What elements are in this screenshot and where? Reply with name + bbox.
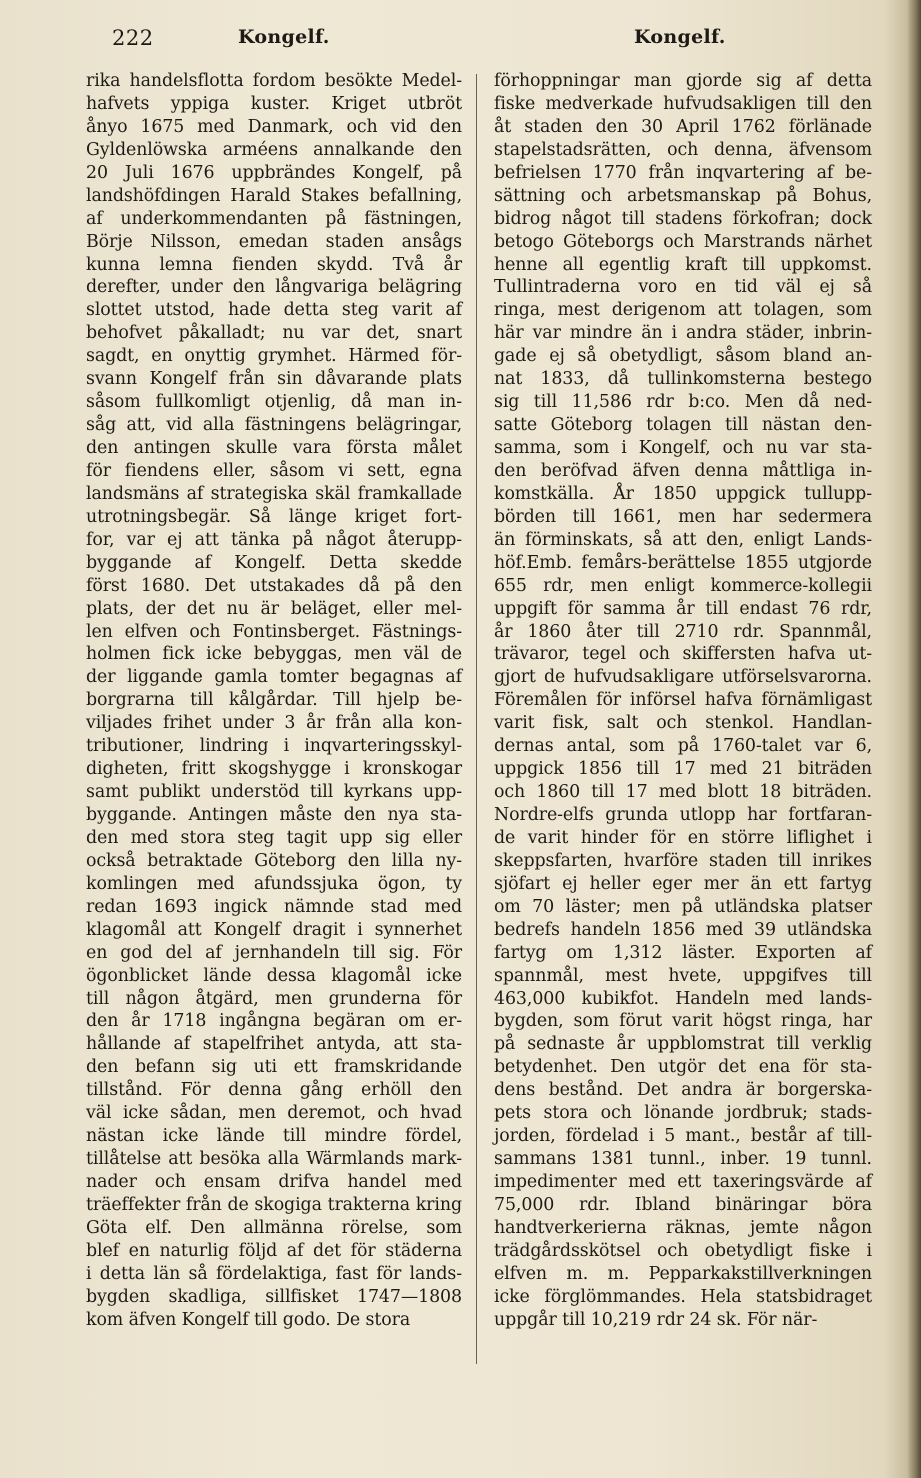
text-line: i detta län så fördelaktiga, fast för lands- [86,1263,462,1284]
text-line: impedimenter med ett taxeringsvärde af [494,1172,872,1192]
text-line: svann Kongelf från sin dåvarande plats [86,369,462,390]
text-line: fiske medverkade hufvudsakligen till den [494,93,872,114]
text-line: Nordre-elfs grunda utlopp har fortfaran- [494,805,872,825]
text-line: träeffekter från de skogiga trakterna kring [86,1194,462,1215]
text-line: landshöfdingen Harald Stakes befallning, [86,185,462,206]
text-line: byggande. Antingen måste den nya sta- [86,805,462,825]
text-line: varit fisk, salt och stenkol. Handlan- [494,713,872,734]
text-line: tillåtelse att besöka alla Wärmlands mark- [86,1149,462,1170]
text-line: befrielsen 1770 från inqvartering af be- [494,162,872,183]
text-line: icke förglömmandes. Hela statsbidraget [494,1286,872,1307]
text-line: också betraktade Göteborg den lilla ny- [86,850,462,871]
text-line: nat 1833, då tullinkomsterna bestego [494,369,872,390]
text-line: elfven m. m. Pepparkakstillverkningen [494,1263,872,1284]
text-line: betydenhet. Den utgör det ena för sta- [494,1057,872,1078]
text-line: fartyg om 1,312 läster. Exporten af [494,942,872,963]
text-line: år 1860 åter till 2710 rdr. Spannmål, [494,621,872,642]
text-line: sammans 1381 tunnl., inber. 19 tunnl. [494,1149,872,1170]
text-line: tributioner, lindring i inqvarteringsskyl- [86,736,462,757]
text-line: derefter, under den långvariga belägring [86,277,462,298]
text-line: höf.Emb. femårs-berättelse 1855 utgjorde [494,552,872,573]
text-line: holmen fick icke bebyggas, men väl de [86,644,462,665]
text-line: blef en naturlig följd af det för städerna [86,1240,462,1261]
text-line: byggande af Kongelf. Detta skedde [86,552,462,573]
text-line: börden till 1661, men har sedermera [494,506,872,527]
running-title-right: Kongelf. [634,26,726,48]
text-line: betogo Göteborgs och Marstrands närhet [494,231,872,252]
text-line: jorden, fördelad i 5 mant., består af till- [494,1126,872,1147]
text-line: Börje Nilsson, emedan staden ansågs [86,231,462,252]
left-text-column [86,70,462,1332]
text-line: Föremålen för införsel hafva förnämligast [494,690,872,711]
text-line: den antingen skulle vara första målet [86,438,462,458]
text-line: än förminskats, så att den, enligt Lands- [494,529,872,550]
text-line: och 1860 till 17 med blott 18 biträden. [494,782,872,803]
text-line: spannmål, mest hvete, uppgifves till [494,965,872,986]
text-line: sig till 11,586 rdr b:co. Men då ned- [494,392,872,413]
text-line: för fiendens eller, såsom vi sett, egna [86,460,462,481]
text-line: uppgår till 10,219 rdr 24 sk. För när- [494,1309,818,1330]
text-line: 75,000 rdr. Ibland binäringar böra [494,1194,872,1215]
text-line: gade ej så obetydligt, såsom bland an- [494,346,872,367]
text-line: trädgårdsskötsel och obetydligt fiske i [494,1240,872,1261]
text-line: först 1680. Det utstakades då på den [86,575,462,596]
text-line: förhoppningar man gjorde sig af detta [494,71,872,91]
page-header [0,26,921,62]
page-number: 222 [112,26,154,50]
text-line: henne all egentlig kraft till uppkomst. [494,254,872,275]
text-line: dens bestånd. Det andra är borgerska- [494,1080,872,1101]
text-line: bidrog något till stadens förkofran; dock [494,208,872,229]
running-title-left: Kongelf. [238,26,330,48]
text-line: handtverkerierna räknas, jemte någon [494,1217,872,1238]
text-line: uppgick 1856 till 17 med 21 biträden [494,759,872,780]
text-line: bedrefs handeln 1856 med 39 utländska [494,919,872,940]
text-line: bygden skadliga, sillfisket 1747—1808 [86,1286,462,1307]
text-line: väl icke sådan, men deremot, och hvad [86,1103,462,1124]
text-line: for, var ej att tänka på något återupp- [86,529,462,550]
column-divider [476,74,477,1364]
text-line: tillstånd. För denna gång erhöll den [86,1080,462,1101]
text-line: sättning och arbetsmanskap på Bohus, [494,185,872,206]
text-line: sagdt, en onyttig grymhet. Härmed för- [86,346,462,367]
text-line: här var mindre än i andra städer, inbrin- [494,323,872,344]
text-line: digheten, fritt skogshygge i kronskogar [86,759,462,780]
text-line: behofvet påkalladt; nu var det, snart [86,323,462,344]
text-line: landsmäns af strategiska skäl framkallade [86,483,462,504]
text-line: Gyldenlöwska arméens annalkande den [86,139,462,160]
text-line: utrotningsbegär. Så länge kriget fort- [86,506,462,527]
text-line: såsom fullkomligt otjenlig, då man in- [86,392,462,413]
text-line: uppgift för samma år till endast 76 rdr, [494,598,872,619]
text-line: kunna lemna fienden skydd. Två år [86,254,462,275]
text-line: en god del af jernhandeln till sig. För [86,942,462,963]
text-line: på sednaste år uppblomstrat till verklig [494,1034,872,1055]
text-line: åt staden den 30 April 1762 förlänade [494,116,872,137]
text-line: Tullintraderna voro en tid väl ej så [494,277,872,298]
text-line: slottet utstod, hade detta steg varit af [86,300,462,321]
text-line: ånyo 1675 med Danmark, och vid den [86,116,462,137]
text-line: len elfven och Fontinsberget. Fästnings- [86,621,462,642]
text-line: bygden, som förut varit högst ringa, har [494,1011,872,1032]
text-line: samt publikt understöd till kyrkans upp- [86,782,462,803]
text-line: Göta elf. Den allmänna rörelse, som [86,1217,462,1238]
text-line: den befann sig uti ett framskridande [86,1057,462,1078]
text-line: den beröfvad äfven denna måttliga in- [494,460,872,481]
text-line: de varit hinder för en större liflighet i [494,827,872,848]
text-line: hållande af stapelfrihet antyda, att sta- [86,1034,462,1055]
text-line: hafvets yppiga kuster. Kriget utbröt [86,93,462,114]
text-line: den år 1718 ingångna begäran om er- [86,1011,462,1032]
text-line: till någon åtgärd, men grunderna för [86,988,462,1009]
text-line: klagomål att Kongelf dragit i synnerhet [86,919,462,940]
text-line: nader och ensam drifva handel med [86,1172,462,1192]
text-line: den med stora steg tagit upp sig eller [86,827,462,848]
text-line: om 70 läster; men på utländska platser [494,896,872,917]
text-line: af underkommendanten på fästningen, [86,208,462,229]
text-line: samma, som i Kongelf, och nu var sta- [494,438,872,458]
text-line: komstkälla. År 1850 uppgick tullupp- [494,483,872,504]
text-line: gjort de hufvudsakligare utförselsvarorna. [494,667,872,688]
text-line: borgrarna till kålgårdar. Till hjelp be- [86,690,462,711]
text-line: nästan icke lände till mindre fördel, [86,1126,462,1147]
text-line: dernas antal, som på 1760-talet var 6, [494,736,872,757]
text-line: redan 1693 ingick nämnde stad med [86,896,462,917]
text-line: stapelstadsrätten, och denna, äfvensom [494,139,872,160]
text-line: ringa, mest derigenom att tolagen, som [494,300,872,321]
text-line: sjöfart ej heller eger mer än ett fartyg [494,873,872,894]
text-line: rika handelsflotta fordom besökte Medel- [86,71,462,91]
text-line: satte Göteborg tolagen till nästan den- [494,415,872,436]
text-line: 20 Juli 1676 uppbrändes Kongelf, på [86,162,462,183]
text-line: pets stora och lönande jordbruk; stads- [494,1103,872,1124]
text-line: komlingen med afundssjuka ögon, ty [86,873,462,894]
text-line: plats, der det nu är beläget, eller mel- [86,598,462,619]
text-line: såg att, vid alla fästningens belägringar, [86,415,462,436]
text-line: der liggande gamla tomter begagnas af [86,667,462,688]
text-line: trävaror, tegel och skiffersten hafva ut- [494,644,872,665]
text-line: viljades frihet under 3 år från alla kon- [86,713,462,734]
text-line: ögonblicket lände dessa klagomål icke [86,965,462,986]
text-line: 655 rdr, men enligt kommerce-kollegii [494,575,872,596]
text-line: kom äfven Kongelf till godo. De stora [86,1309,411,1330]
page-edge-shadow [907,0,921,1478]
right-text-column [494,70,872,1332]
text-line: skeppsfarten, hvarföre staden till inrikes [494,850,872,871]
text-line: 463,000 kubikfot. Handeln med lands- [494,988,872,1009]
